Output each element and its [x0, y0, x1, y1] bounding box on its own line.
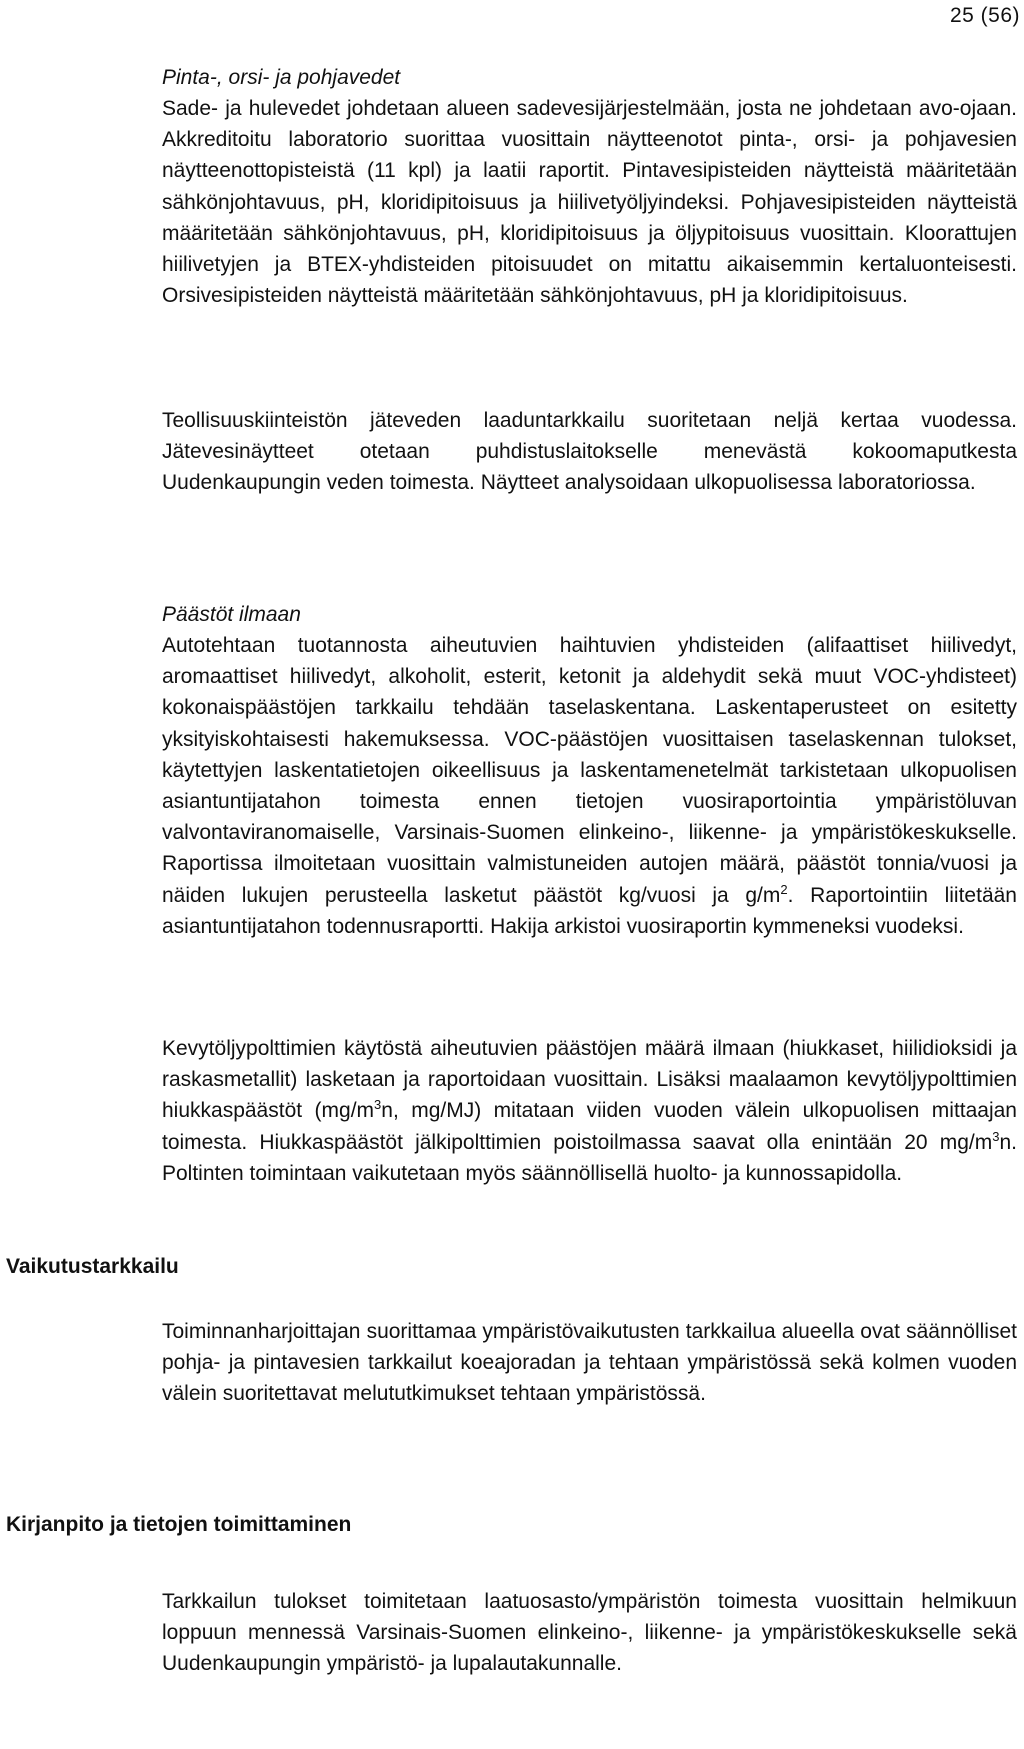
page-number: 25 (56) [949, 4, 1020, 27]
voc-text-end: . Raportointiin liitetään asiantuntijatahon todennusraportti. Hakija arkistoi vuosiraportin kymmeneksi vuodeksi. [162, 883, 1017, 938]
section-air-emissions [162, 599, 1017, 942]
burner-superscript-1: 3 [374, 1097, 382, 1113]
voc-text-start: Autotehtaan tuotannosta aiheutuvien haihtuvien yhdisteiden (alifaattiset hiilivedyt, aromaattiset hiilivedyt, alkoholit, esterit, ketonit ja aldehydit sekä muut VOC-yhdisteet) kokonaispäästöjen tarkkailu tehdään taselaskentana. Laskentaperusteet on esitetty yksityiskohtaisesti hakemuksessa. VOC-päästöjen vuosittaisen taselaskennan tulokset, käytettyjen laskentatietojen oikeellisuus ja laskentamenetelmät tarkistetaan ulkopuolisen asiantuntijatahon toimesta ennen tietojen vuosiraportointia ympäristöluvan valvontaviranomaiselle, Varsinais-Suomen elinkeino-, liikenne- ja ympäristökeskukselle. Raportissa ilmoitetaan vuosittain valmistuneiden autojen määrä, päästöt tonnia/vuosi ja näiden lukujen perusteella lasketut päästöt kg/vuosi ja g/m [162, 634, 1017, 907]
section-surface-water [162, 62, 1017, 311]
records-paragraph: Tarkkailun tulokset toimitetaan laatuosasto/ympäristön toimesta vuosittain helmikuun loppuun mennessä Varsinais-Suomen elinkeino-, liikenne- ja ympäristökeskukselle sekä Uudenkaupungin ympäristö- ja lupalautakunnalle. [162, 1590, 1017, 1676]
surface-water-heading: Pinta-, orsi- ja pohjavedet [162, 66, 401, 89]
burner-emissions-paragraph [162, 1033, 1017, 1189]
section-impact-monitoring [162, 1316, 1017, 1410]
section-waste-water [162, 405, 1017, 499]
burner-text-2: n, mg/MJ) mitataan viiden vuoden välein ulkopuolisen mittaajan toimesta. Hiukkaspäästöt jälkipolttimien poistoilmassa saavat olla enintään 20 mg/m [162, 1099, 1017, 1154]
burner-text-3: n. Poltinten toimintaan vaikutetaan myös säännöllisellä huolto- ja kunnossapidolla. [162, 1130, 1017, 1185]
waste-water-paragraph: Teollisuuskiinteistön jäteveden laaduntarkkailu suoritetaan neljä kertaa vuodessa. Jätevesinäytteet otetaan puhdistuslaitokselle menevästä kokoomaputkesta Uudenkaupungin veden toimesta. Näytteet analysoidaan ulkopuolisessa laboratoriossa. [162, 409, 1017, 495]
surface-water-paragraph: Sade- ja hulevedet johdetaan alueen sadevesijärjestelmään, josta ne johdetaan avo-ojaan. Akkreditoitu laboratorio suorittaa vuosittain näytteenotot pinta-, orsi- ja pohjavesien näytteenottopisteistä (11 kpl) ja laatii raportit. Pintavesipisteiden näytteistä määritetään sähkönjohtavuus, pH, kloridipitoisuus ja hiilivetyöljyindeksi. Pohjavesipisteiden näytteistä määritetään sähkönjohtavuus, pH, kloridipitoisuus ja öljypitoisuus vuosittain. Kloorattujen hiilivetyjen ja BTEX-yhdisteiden pitoisuudet on mitattu aikaisemmin kertaluonteisesti. Orsivesipisteiden näytteistä määritetään sähkönjohtavuus, pH ja kloridipitoisuus. [162, 97, 1017, 308]
records-heading: Kirjanpito ja tietojen toimittaminen [6, 1513, 352, 1536]
impact-monitoring-heading: Vaikutustarkkailu [6, 1255, 179, 1278]
burner-superscript-2: 3 [992, 1128, 1000, 1144]
section-burner-emissions [162, 1033, 1017, 1189]
voc-superscript: 2 [780, 881, 788, 897]
air-emissions-paragraph-voc [162, 630, 1017, 942]
air-emissions-heading: Päästöt ilmaan [162, 603, 301, 626]
section-records [162, 1586, 1017, 1680]
impact-monitoring-paragraph: Toiminnanharjoittajan suorittamaa ympäristövaikutusten tarkkailua alueella ovat säännölliset pohja- ja pintavesien tarkkailut koeajoradan ja tehtaan ympäristössä sekä kolmen vuoden välein suoritettavat melututkimukset tehtaan ympäristössä. [162, 1320, 1017, 1406]
burner-text-1: Kevytöljypolttimien käytöstä aiheutuvien päästöjen määrä ilmaan (hiukkaset, hiilidioksidi ja raskasmetallit) lasketaan ja raportoidaan vuosittain. Lisäksi maalaamon kevytöljypolttimien hiukkaspäästöt (mg/m [162, 1037, 1017, 1123]
